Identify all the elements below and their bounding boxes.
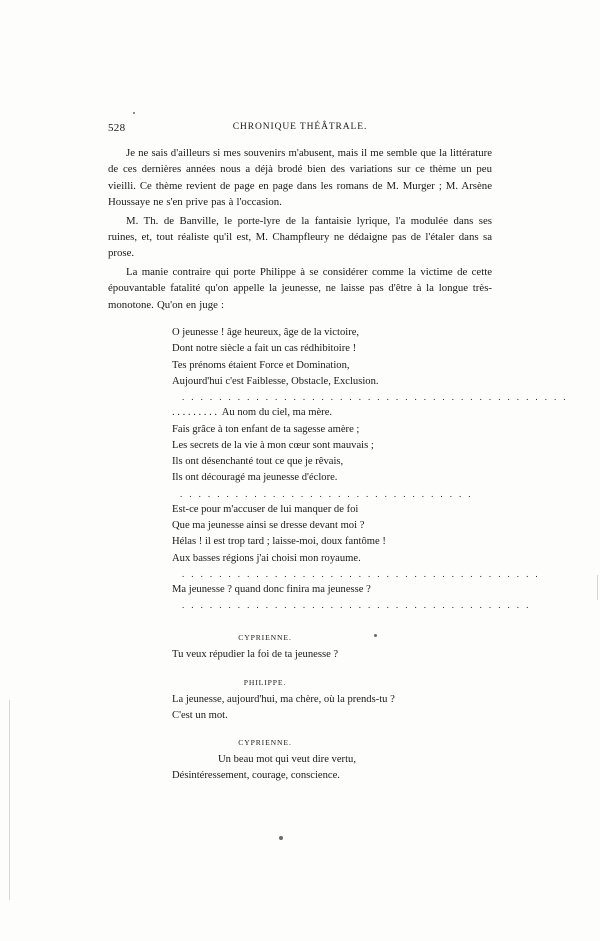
verse-line: Fais grâce à ton enfant de ta sagesse amère ;: [172, 423, 360, 435]
running-title: CHRONIQUE THÉÂTRALE.: [232, 122, 368, 132]
verse-line: Hélas ! il est trop tard ; laisse-moi, doux fantôme !: [172, 536, 386, 548]
verse-line: . . . . . . . . . Au nom du ciel, ma mère.: [172, 407, 333, 419]
paragraph: Je ne sais d'ailleurs si mes souvenirs m'abusent, mais il me semble que la littérature de ces dernières années nous a déjà brodé bien des variations sur ce thème un peu vieilli. Ce thème revient de page en page dans les romans de M. Murger ; M. Arsène Houssaye ne s'en prive pas à l'occasion.: [108, 147, 492, 209]
dialogue-line: C'est un mot.: [172, 709, 228, 721]
verse-line: Est-ce pour m'accuser de lui manquer de foi: [172, 503, 359, 515]
verse-line: Ils ont découragé ma jeunesse d'éclore.: [172, 472, 338, 484]
page-edge-artifact-right: [597, 575, 598, 600]
dialogue-block: [108, 633, 492, 784]
verse-line: Tes prénoms étaient Force et Domination,: [172, 359, 350, 371]
speaker-name: PHILIPPE.: [243, 677, 287, 687]
verse-line: Aux basses régions j'ai choisi mon royaume.: [172, 552, 361, 564]
dialogue-line: Désintéressement, courage, conscience.: [172, 770, 340, 782]
verse-line: Les secrets de la vie à mon cœur sont mauvais ;: [172, 439, 374, 451]
scan-speck: [279, 836, 283, 840]
page-number: 528: [108, 122, 126, 134]
speaker-name: CYPRIENNE.: [238, 633, 292, 643]
dialogue-line: Un beau mot qui veut dire vertu,: [218, 754, 356, 766]
dialogue-line: Tu veux répudier la foi de ta jeunesse ?: [172, 649, 339, 661]
verse-quotation: [108, 325, 568, 613]
scan-speck: [133, 112, 135, 114]
ellipsis-rule: . . . . . . . . . . . . . . . . . . . . . . . . . . . . . . . . . . . . . . .: [182, 568, 541, 579]
paragraph: La manie contraire qui porte Philippe à se considérer comme la victime de cette épouvantable fatalité qu'on appelle la jeunesse, ne laisse pas d'être à la longue très-monotone. Qu'on en juge :: [108, 265, 492, 311]
page-body: [108, 145, 568, 785]
verse-line: Dont notre siècle a fait un cas rédhibitoire !: [172, 343, 357, 355]
verse-line: Ils ont désenchanté tout ce que je rêvais,: [172, 456, 344, 468]
verse-line: Aujourd'hui c'est Faiblesse, Obstacle, Exclusion.: [172, 375, 379, 387]
ellipsis-rule: . . . . . . . . . . . . . . . . . . . . . . . . . . . . . . . .: [180, 488, 473, 499]
page-header: [108, 122, 492, 136]
ellipsis-rule: . . . . . . . . . . . . . . . . . . . . . . . . . . . . . . . . . . . . . .: [182, 600, 531, 611]
verse-line: O jeunesse ! âge heureux, âge de la victoire,: [172, 327, 360, 339]
ellipsis-rule: . . . . . . . . . . . . . . . . . . . . . . . . . . . . . . . . . . . . . . . . . .: [182, 392, 568, 403]
verse-line: Que ma jeunesse ainsi se dresse devant moi ?: [172, 520, 365, 532]
paragraph: M. Th. de Banville, le porte-lyre de la fantaisie lyrique, l'a modulée dans ses ruines, et, tout réaliste qu'il est, M. Champfleury ne dédaigne pas de l'étaler dans sa prose.: [108, 214, 492, 260]
speaker-name: CYPRIENNE.: [238, 738, 292, 748]
spacer: [108, 613, 492, 619]
dialogue-line: La jeunesse, aujourd'hui, ma chère, où la prends-tu ?: [172, 693, 395, 705]
verse-line: Ma jeunesse ? quand donc finira ma jeunesse ?: [172, 583, 371, 595]
page-edge-artifact-left: [9, 700, 10, 900]
